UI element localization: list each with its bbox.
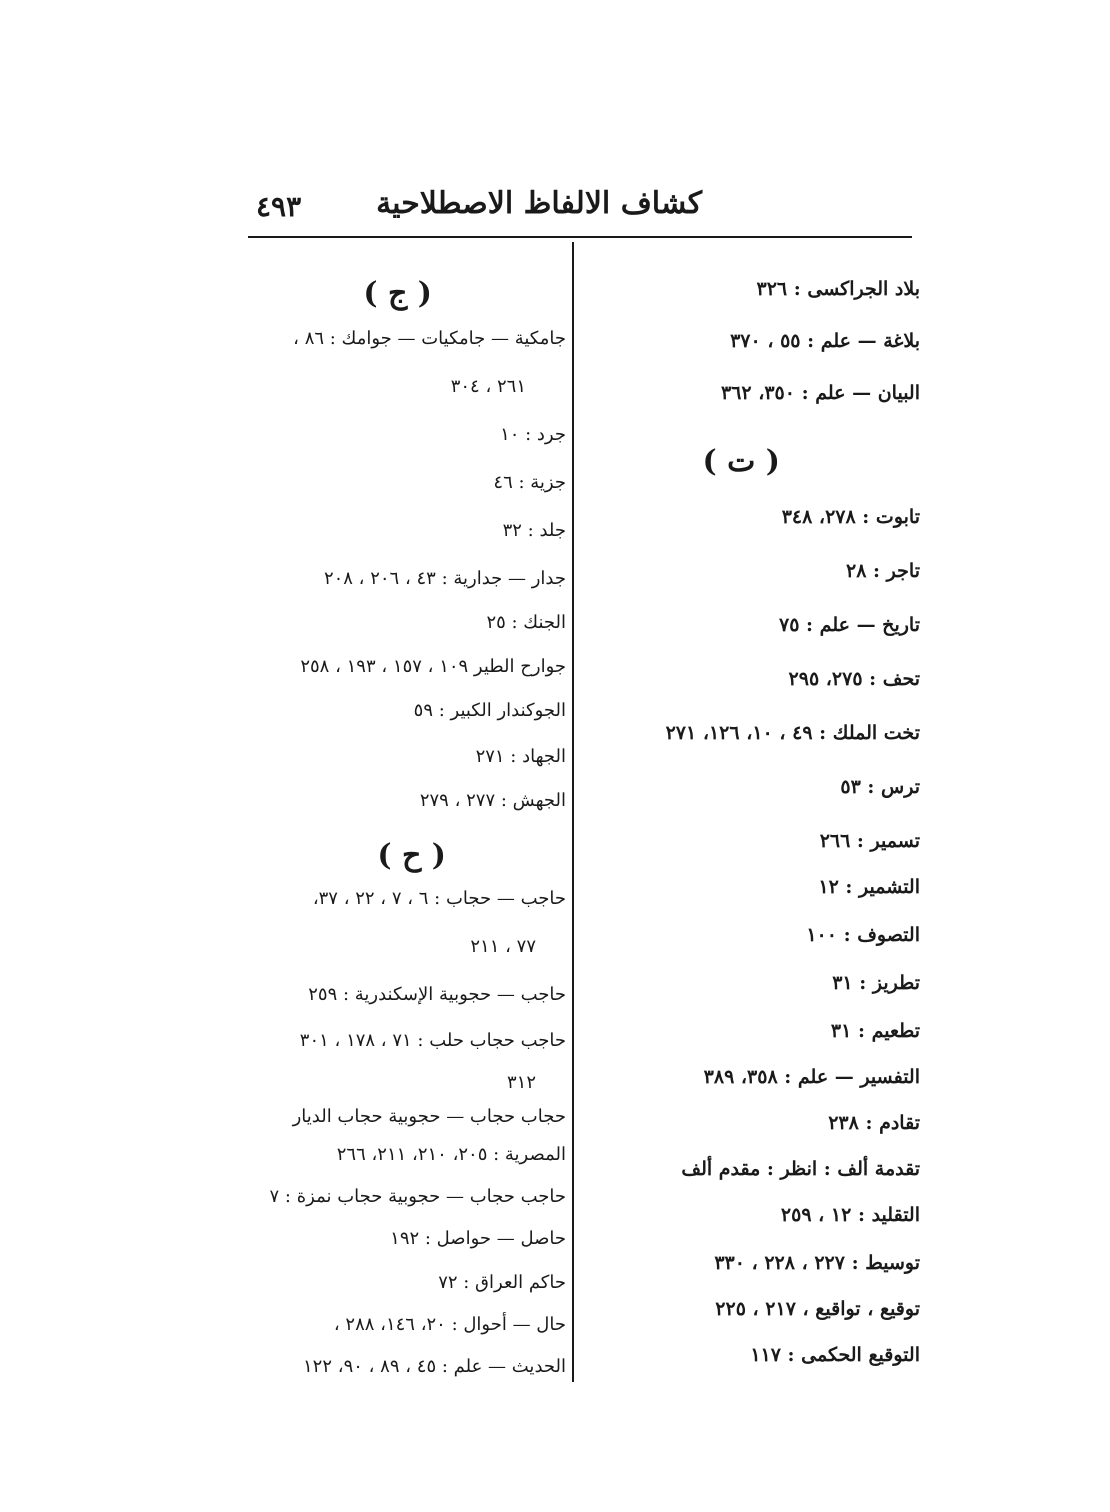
index-entry: الجنك : ٢٥ (486, 612, 566, 633)
index-entry: الجوكندار الكبير : ٥٩ (413, 700, 566, 721)
index-entry-continuation: ٧٧ ، ٢١١ (470, 936, 536, 957)
index-entry: التوقيع الحكمى : ١١٧ (750, 1344, 920, 1366)
index-entry-continuation: ٢٦١ ، ٣٠٤ (450, 376, 526, 397)
index-entry: حاصل — حواصل : ١٩٢ (390, 1228, 566, 1249)
index-entry: توقيع ، تواقيع ، ٢١٧ ، ٢٢٥ (715, 1298, 920, 1320)
index-entry: تابوت : ٢٧٨، ٣٤٨ (781, 506, 920, 528)
index-entry: التشمير : ١٢ (818, 876, 920, 898)
index-entry: توسيط : ٢٢٧ ، ٢٢٨ ، ٣٣٠ (714, 1252, 920, 1274)
running-title: كشاف الالفاظ الاصطلاحية (376, 186, 702, 221)
index-entry: تقادم : ٢٣٨ (828, 1112, 920, 1134)
index-entry: حاكم العراق : ٧٢ (438, 1272, 566, 1293)
index-entry: حجاب حجاب — حجوبية حجاب الديار (292, 1106, 566, 1127)
index-entry: حال — أحوال : ٢٠، ١٤٦، ٢٨٨ ، (333, 1314, 566, 1335)
column-divider (572, 242, 574, 1382)
index-entry: ترس : ٥٣ (840, 776, 920, 798)
index-entry-continuation: ٣١٢ (506, 1072, 536, 1093)
index-entry: تسمير : ٢٦٦ (819, 830, 920, 852)
index-entry: جرد : ١٠ (500, 424, 566, 445)
index-entry: بلاد الجراكسى : ٣٢٦ (756, 278, 920, 300)
index-entry: تخت الملك : ٤٩ ، ١٠، ١٢٦، ٢٧١ (665, 722, 920, 744)
index-entry: حاجب حجاب — حجوبية حجاب نمزة : ٧ (269, 1186, 566, 1207)
index-entry: تحف : ٢٧٥، ٢٩٥ (788, 668, 920, 690)
header-rule (248, 236, 912, 238)
section-heading-ha: ( ح ) (377, 838, 446, 873)
index-entry: تاجر : ٢٨ (846, 560, 920, 582)
index-entry: جلد : ٣٢ (502, 520, 566, 541)
index-entry: حاجب حجاب حلب : ٧١ ، ١٧٨ ، ٣٠١ (299, 1030, 566, 1051)
index-entry: التقليد : ١٢ ، ٢٥٩ (780, 1204, 920, 1226)
index-entry: تاريخ — علم : ٧٥ (779, 614, 920, 636)
index-entry: حاجب — حجوبية الإسكندرية : ٢٥٩ (308, 984, 566, 1005)
index-entry: تطريز : ٣١ (832, 972, 920, 994)
section-heading-ta: ( ت ) (702, 444, 780, 479)
index-entry: الجهش : ٢٧٧ ، ٢٧٩ (419, 790, 566, 811)
index-entry: الجهاد : ٢٧١ (475, 746, 566, 767)
index-entry: التفسير — علم : ٣٥٨، ٣٨٩ (703, 1066, 920, 1088)
index-entry: الحديث — علم : ٤٥ ، ٨٩ ، ٩٠، ١٢٢ (303, 1356, 566, 1377)
index-entry-continuation: المصرية : ٢٠٥، ٢١٠، ٢١١، ٢٦٦ (336, 1144, 566, 1165)
index-entry: البيان — علم : ٣٥٠، ٣٦٢ (720, 382, 920, 404)
section-heading-jim: ( ج ) (363, 276, 432, 311)
index-entry: جدار — جدارية : ٤٣ ، ٢٠٦ ، ٢٠٨ (323, 568, 566, 589)
page-number: ٤٩٣ (256, 190, 302, 223)
page-header (248, 180, 912, 230)
index-entry: تطعيم : ٣١ (830, 1020, 920, 1042)
index-entry: جامكية — جامكيات — جوامك : ٨٦ ، (293, 328, 566, 349)
index-entry: تقدمة ألف : انظر : مقدم ألف (681, 1158, 920, 1180)
index-entry: جزية : ٤٦ (493, 472, 566, 493)
index-entry: جوارح الطير ١٠٩ ، ١٥٧ ، ١٩٣ ، ٢٥٨ (300, 656, 566, 677)
index-entry: التصوف : ١٠٠ (806, 924, 920, 946)
index-entry: بلاغة — علم : ٥٥ ، ٣٧٠ (730, 330, 920, 352)
index-entry: حاجب — حجاب : ٦ ، ٧ ، ٢٢ ، ٣٧، (312, 888, 566, 909)
